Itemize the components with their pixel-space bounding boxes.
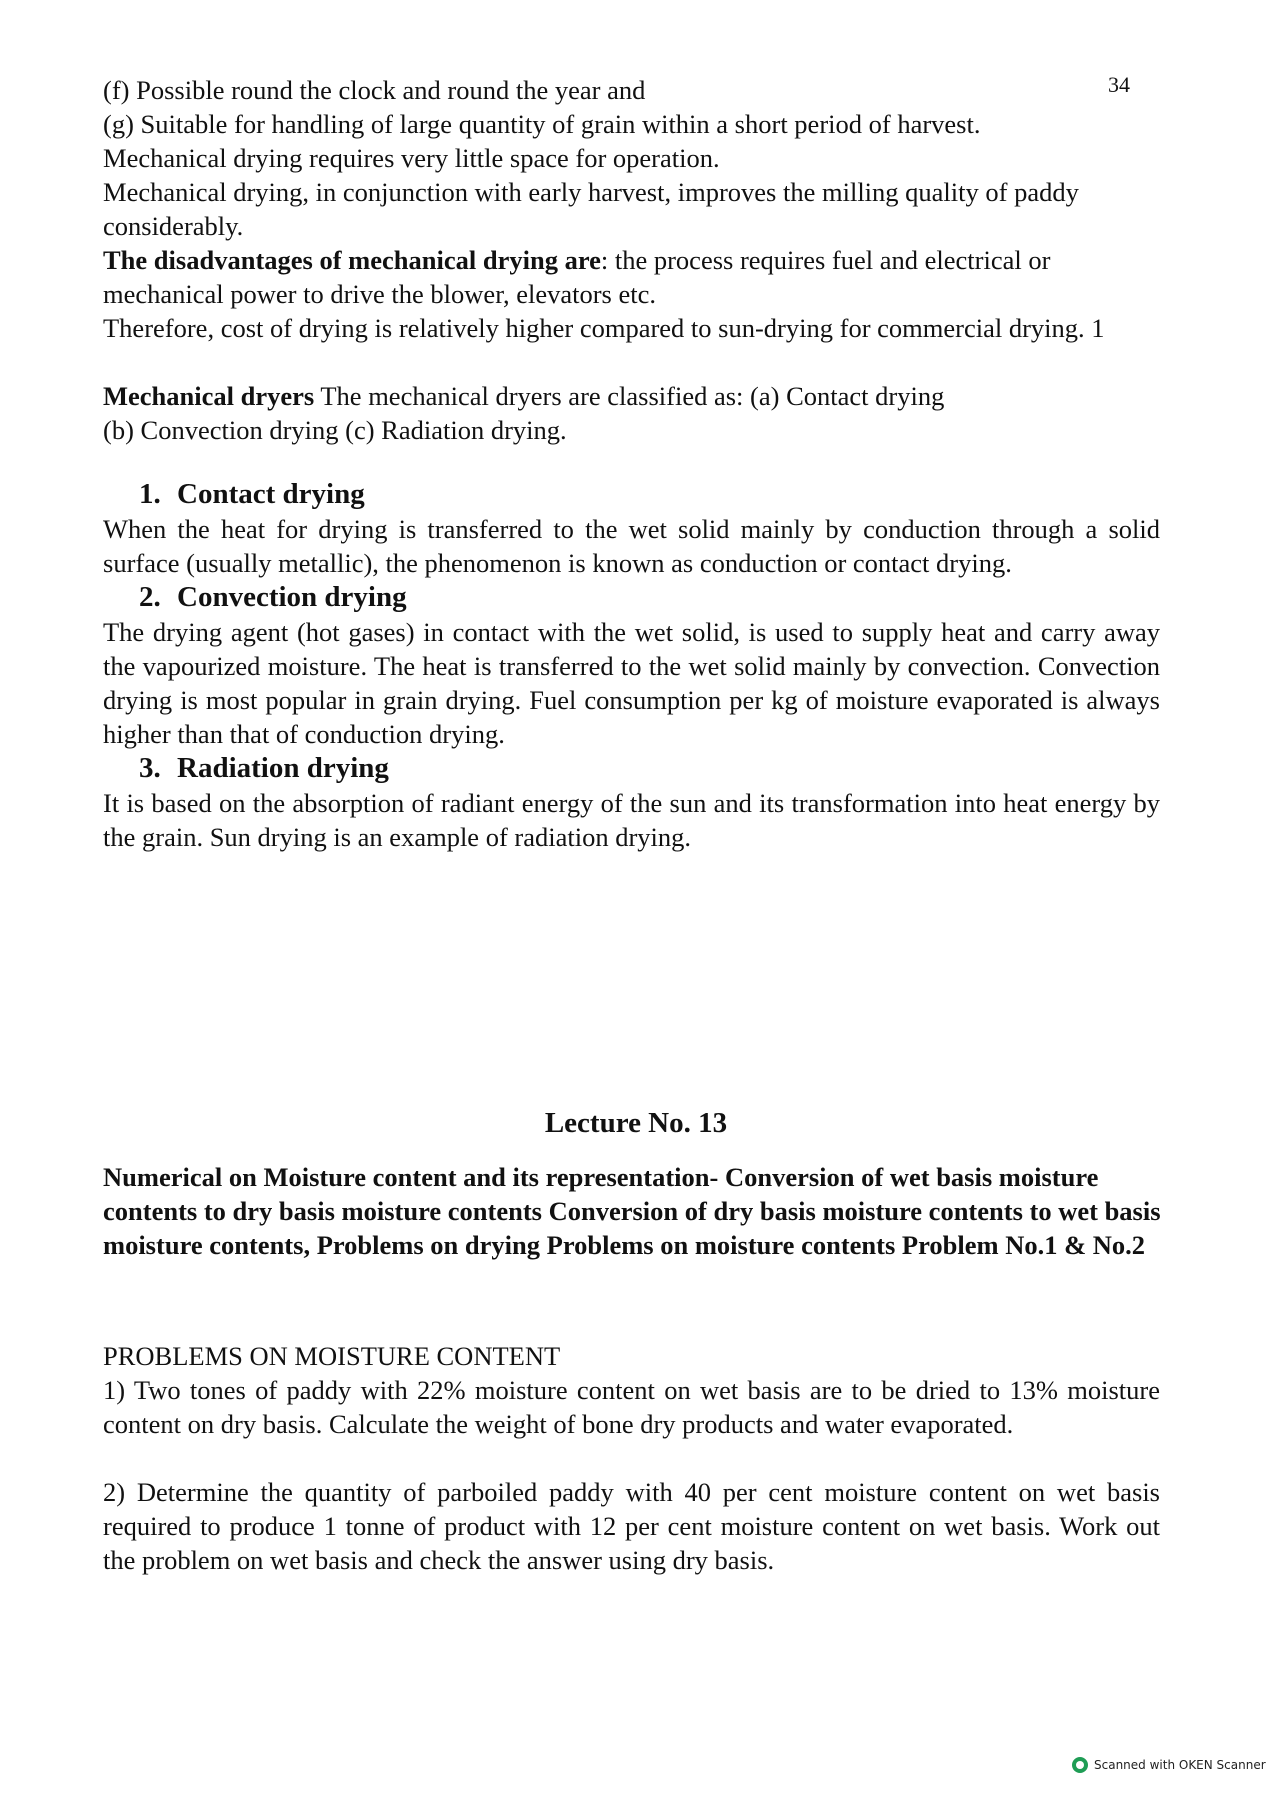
disadvantages-text: : the process requires fuel and electrical or mechanical power to drive the blower, elevators etc. [103,245,1051,309]
lecture-topic: Numerical on Moisture content and its representation- Conversion of wet basis moisture contents to dry basis moisture contents Conversion of dry basis moisture contents to wet basis moisture contents, Problems on drying Problems on moisture contents Problem No.1 & No.2 [103,1162,1161,1260]
mechanical-dryers-lead: Mechanical dryers [103,381,315,411]
lecture-title: Lecture No. 13 [544,1107,728,1139]
mechanical-dryers-types: (b) Convection drying (c) Radiation drying. [103,415,567,445]
problems-section [103,1339,1160,1577]
section-number: 1. [139,478,161,510]
spacer [103,1441,1160,1475]
problems-heading: PROBLEMS ON MOISTURE CONTENT [103,1341,561,1371]
scanner-logo-icon [1072,1757,1088,1773]
scanner-watermark [1072,1757,1266,1773]
mechanical-dryers-text: The mechanical dryers are classified as: (a) Contact drying [314,381,945,411]
section-body-contact: When the heat for drying is transferred to the wet solid mainly by conduction through a solid surface (usually metallic), the phenomenon is known as conduction or contact drying. [103,514,1160,578]
section-heading-convection [103,580,1195,615]
cost-line: Therefore, cost of drying is relatively higher compared to sun-drying for commercial drying. 1 [103,313,1105,343]
spacer [103,447,1195,477]
section-title: Convection drying [177,581,407,613]
page-number: 34 [1108,72,1130,97]
section-heading-radiation [103,751,1195,786]
advantage-g: (g) Suitable for handling of large quantity of grain within a short period of harvest. [103,109,981,139]
disadvantages-lead: The disadvantages of mechanical drying are [103,245,601,275]
section-body-convection: The drying agent (hot gases) in contact with the wet solid, is used to supply heat and carry away the vapourized moisture. The heat is transferred to the wet solid mainly by convection. Convection drying is most popular in grain drying. Fuel consumption per kg of moisture evaporated is always higher than that of conduction drying. [103,617,1160,749]
section-heading-contact [103,477,1195,512]
section-title: Radiation drying [177,752,389,784]
section-title: Contact drying [177,478,365,510]
milling-quality-text: Mechanical drying, in conjunction with early harvest, improves the milling quality of paddy considerably. [103,177,1079,241]
scanner-watermark-text: Scanned with OKEN Scanner [1094,1758,1266,1772]
mechanical-dryers-paragraph [103,379,1195,413]
section-number: 2. [139,581,161,613]
problem-1: 1) Two tones of paddy with 22% moisture content on wet basis are to be dried to 13% moisture content on dry basis. Calculate the weight of bone dry products and water evaporated. [103,1375,1160,1439]
section-number: 3. [139,752,161,784]
page-content [103,73,1195,854]
problem-2: 2) Determine the quantity of parboiled paddy with 40 per cent moisture content on wet basis required to produce 1 tonne of product with 12 per cent moisture content on wet basis. Work out the problem on wet basis and check the answer using dry basis. [103,1477,1160,1575]
space-requirement-text: Mechanical drying requires very little space for operation. [103,143,720,173]
spacer [103,345,1195,379]
section-body-radiation: It is based on the absorption of radiant energy of the sun and its transformation into heat energy by the grain. Sun drying is an example of radiation drying. [103,788,1160,852]
disadvantages-paragraph [103,243,1103,311]
advantage-f: (f) Possible round the clock and round the year and [103,75,646,105]
